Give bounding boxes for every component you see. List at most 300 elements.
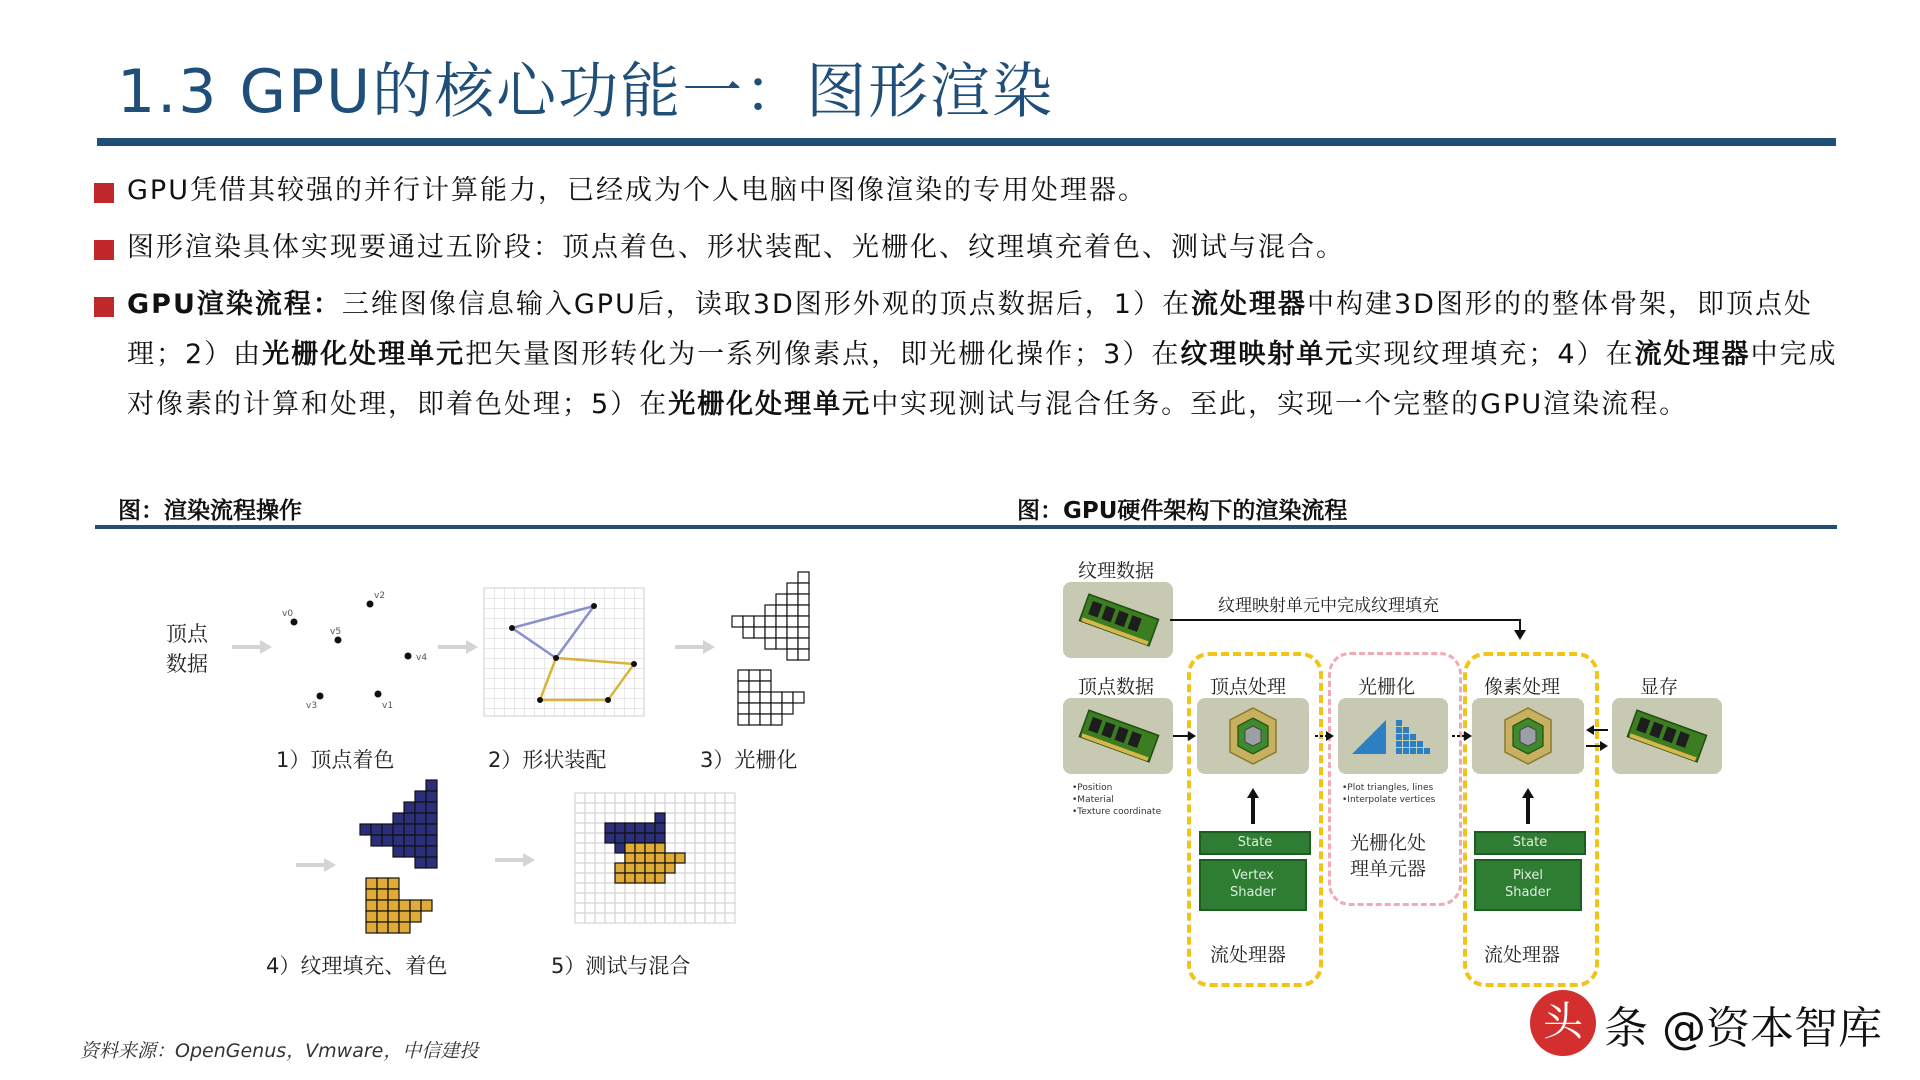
pixel-cell <box>695 903 705 913</box>
pixel-cell <box>371 835 382 846</box>
pixel-process-label: 像素处理 <box>1484 676 1561 698</box>
bullet-3-part-1: 三维图像信息输入GPU后，读取3D图形外观的顶点数据后，1）在 <box>341 289 1191 320</box>
pixel-cell <box>695 793 705 803</box>
pixel-cell <box>415 791 426 802</box>
pixel-cell <box>426 813 437 824</box>
pixel-cell <box>645 913 655 923</box>
up-arrow-icon <box>1521 788 1535 824</box>
pixel-cell <box>685 873 695 883</box>
pixel-cell <box>595 803 605 813</box>
pixel-cell <box>426 846 437 857</box>
pixel-cell <box>725 863 735 873</box>
pixel-cell <box>635 883 645 893</box>
bullet-marker-3 <box>94 297 114 317</box>
pixel-cell <box>615 913 625 923</box>
bullet-3-part-5: 中完成对像素的计算和处理，即着色处理；5）在 <box>127 339 1838 420</box>
pixel-cell <box>715 883 725 893</box>
texture-fill-diagram <box>358 778 448 938</box>
pixel-cell <box>575 833 585 843</box>
pixel-cell <box>765 616 776 627</box>
bullet-3-part-4: 实现纹理填充；4）在 <box>1354 339 1635 370</box>
pixel-cell <box>685 833 695 843</box>
pixel-cell <box>695 823 705 833</box>
pixel-cell <box>675 863 685 873</box>
pixel-cell <box>635 863 645 873</box>
pixel-cell <box>771 692 782 703</box>
pixel-cell <box>743 616 754 627</box>
arrow-icon <box>296 858 336 872</box>
pixel-cell <box>685 913 695 923</box>
pixel-cell <box>625 813 635 823</box>
raster-note: •Interpolate vertices <box>1342 795 1436 805</box>
pixel-cell <box>695 843 705 853</box>
pixel-cell <box>635 913 645 923</box>
pixel-cell <box>371 824 382 835</box>
stream-processor-label-1: 流处理器 <box>1210 944 1287 966</box>
pixel-cell <box>754 616 765 627</box>
pixel-cell <box>635 903 645 913</box>
pixel-cell <box>645 793 655 803</box>
pixel-cell <box>404 846 415 857</box>
raster-note: •Plot triangles, lines <box>1342 783 1434 793</box>
vertex-note: •Material <box>1072 795 1114 805</box>
pixel-cell <box>645 863 655 873</box>
pixel-cell <box>393 835 404 846</box>
pixel-cell <box>705 853 715 863</box>
pixel-cell <box>415 802 426 813</box>
pixel-cell <box>765 627 776 638</box>
pixel-cell <box>404 835 415 846</box>
vertex-data-label-2: 数据 <box>166 652 208 676</box>
pixel-cell <box>605 813 615 823</box>
pixel-cell <box>695 893 705 903</box>
state-box-vertex: State <box>1199 831 1311 855</box>
source-note: 资料来源：OpenGenus，Vmware，中信建投 <box>80 1040 479 1062</box>
memory-module-icon <box>1076 710 1162 762</box>
pixel-cell <box>665 803 675 813</box>
pixel-cell <box>605 883 615 893</box>
pixel-cell <box>655 873 665 883</box>
pixel-cell <box>705 793 715 803</box>
pixel-cell <box>625 903 635 913</box>
pixel-cell <box>625 833 635 843</box>
pixel-cell <box>377 878 388 889</box>
vertex-label-v5: v5 <box>330 627 342 637</box>
pixel-cell <box>685 893 695 903</box>
pixel-cell <box>695 913 705 923</box>
pixel-cell <box>377 911 388 922</box>
pixel-cell <box>585 833 595 843</box>
pixel-cell <box>715 893 725 903</box>
pixel-cell <box>655 813 665 823</box>
pixel-cell <box>705 823 715 833</box>
pixel-cell <box>585 893 595 903</box>
texture-flow-arrow <box>1170 600 1530 640</box>
pixel-cell <box>645 813 655 823</box>
pixel-cell <box>732 616 743 627</box>
pixel-cell <box>645 823 655 833</box>
pixel-cell <box>655 863 665 873</box>
pixel-cell <box>605 853 615 863</box>
pixel-cell <box>675 883 685 893</box>
pixel-shader-box <box>1474 859 1582 911</box>
pixel-cell <box>749 681 760 692</box>
pixel-cell <box>749 714 760 725</box>
pixel-cell <box>585 913 595 923</box>
pixel-cell <box>765 605 776 616</box>
pixel-cell <box>399 900 410 911</box>
pixel-cell <box>749 692 760 703</box>
pixel-cell <box>595 873 605 883</box>
vertex-points-diagram <box>270 590 440 715</box>
step-4-label: 4）纹理填充、着色 <box>266 954 448 978</box>
pixel-cell <box>615 883 625 893</box>
pixel-cell <box>725 873 735 883</box>
pixel-cell <box>635 873 645 883</box>
pixel-cell <box>705 863 715 873</box>
vertex-note: •Texture coordinate <box>1072 807 1162 817</box>
pixel-cell <box>695 873 705 883</box>
pixel-cell <box>749 703 760 714</box>
pixel-cell <box>705 903 715 913</box>
pixel-cell <box>388 911 399 922</box>
pixel-cell <box>585 803 595 813</box>
pixel-cell <box>798 594 809 605</box>
pixel-cell <box>366 900 377 911</box>
pixel-cell <box>366 889 377 900</box>
pixel-cell <box>615 893 625 903</box>
pixel-cell <box>410 911 421 922</box>
bullet-text-2: 图形渲染具体实现要通过五阶段：顶点着色、形状装配、光栅化、纹理填充着色、测试与混合。 <box>127 232 1345 263</box>
vertex-label-v1: v1 <box>382 701 394 711</box>
pixel-cell <box>655 893 665 903</box>
pixel-cell <box>715 863 725 873</box>
pixel-cell <box>695 803 705 813</box>
pixel-cell <box>675 913 685 923</box>
vertex-shader-line-2: Shader <box>1229 885 1277 900</box>
pixel-cell <box>585 813 595 823</box>
pixel-cell <box>787 605 798 616</box>
pixel-cell <box>625 853 635 863</box>
pixel-cell <box>366 911 377 922</box>
watermark-badge: 头 <box>1530 990 1596 1056</box>
pixel-cell <box>695 863 705 873</box>
pixel-cell <box>715 873 725 883</box>
pixel-cell <box>675 853 685 863</box>
arrow-icon <box>675 640 715 654</box>
step-5-label: 5）测试与混合 <box>551 954 691 978</box>
pixel-cell <box>605 873 615 883</box>
pixel-cell <box>725 803 735 813</box>
vertex-data-label-1: 顶点 <box>166 622 208 646</box>
vertex-shader-box <box>1199 859 1307 911</box>
pixel-cell <box>393 824 404 835</box>
caption-divider <box>95 525 1837 529</box>
pixel-cell <box>655 883 665 893</box>
pixel-cell <box>388 889 399 900</box>
pixel-cell <box>675 873 685 883</box>
pixel-cell <box>782 692 793 703</box>
title-divider <box>97 138 1836 146</box>
pixel-cell <box>635 843 645 853</box>
pixel-cell <box>685 813 695 823</box>
pixel-cell <box>595 833 605 843</box>
vertex-point <box>317 693 324 700</box>
pixel-cell <box>715 833 725 843</box>
vertex-process-label: 顶点处理 <box>1210 676 1287 698</box>
pixel-cell <box>798 616 809 627</box>
pixel-cell <box>798 638 809 649</box>
figure-right-caption: 图：GPU硬件架构下的渲染流程 <box>1017 498 1348 524</box>
pixel-cell <box>615 823 625 833</box>
pixel-cell <box>415 846 426 857</box>
pixel-cell <box>655 843 665 853</box>
pixel-cell <box>665 823 675 833</box>
pixel-cell <box>388 900 399 911</box>
pixel-cell <box>575 903 585 913</box>
arrow-icon <box>232 640 272 654</box>
pixel-cell <box>635 793 645 803</box>
pixel-cell <box>705 843 715 853</box>
pixel-cell <box>738 714 749 725</box>
pixel-cell <box>399 922 410 933</box>
pixel-cell <box>635 803 645 813</box>
bullet-3-bold-3: 纹理映射单元 <box>1180 339 1355 370</box>
vertex-notes <box>1072 782 1161 818</box>
pixel-cell <box>749 670 760 681</box>
pipeline-flow-arrows <box>1170 728 1620 758</box>
raster-outline-diagram <box>730 570 820 730</box>
vertex-label-v3: v3 <box>306 701 318 711</box>
pixel-cell <box>625 793 635 803</box>
pixel-cell <box>615 813 625 823</box>
pixel-cell <box>725 813 735 823</box>
pixel-cell <box>393 813 404 824</box>
vertex-label-v4: v4 <box>416 653 428 663</box>
pixel-cell <box>426 857 437 868</box>
pixel-cell <box>776 616 787 627</box>
pixel-cell <box>575 913 585 923</box>
pixel-cell <box>743 627 754 638</box>
pixel-cell <box>595 903 605 913</box>
pixel-cell <box>655 903 665 913</box>
pixel-cell <box>426 824 437 835</box>
pixel-cell <box>575 823 585 833</box>
vertex-shader-line-1: Vertex <box>1232 868 1274 883</box>
pixel-cell <box>705 873 715 883</box>
pixel-cell <box>426 791 437 802</box>
pixel-cell <box>715 793 725 803</box>
pixel-cell <box>675 793 685 803</box>
pixel-cell <box>715 853 725 863</box>
pixel-cell <box>575 813 585 823</box>
arrow-icon <box>495 853 535 867</box>
pixel-cell <box>760 670 771 681</box>
pixel-cell <box>415 857 426 868</box>
pixel-cell <box>615 843 625 853</box>
vertex-point <box>375 691 382 698</box>
pixel-cell <box>399 911 410 922</box>
pixel-cell <box>675 843 685 853</box>
pixel-cell <box>675 823 685 833</box>
pixel-cell <box>585 863 595 873</box>
pixel-cell <box>615 833 625 843</box>
pixel-cell <box>715 803 725 813</box>
pixel-cell <box>798 649 809 660</box>
pixel-cell <box>605 843 615 853</box>
bullet-text-1: GPU凭借其较强的并行计算能力，已经成为个人电脑中图像渲染的专用处理器。 <box>127 175 1147 206</box>
pixel-cell <box>605 803 615 813</box>
pixel-cell <box>595 843 605 853</box>
pixel-cell <box>705 813 715 823</box>
pixel-cell <box>625 803 635 813</box>
pixel-cell <box>415 824 426 835</box>
pixel-cell <box>685 853 695 863</box>
pixel-cell <box>738 670 749 681</box>
pixel-cell <box>776 605 787 616</box>
pixel-cell <box>366 922 377 933</box>
pixel-cell <box>404 813 415 824</box>
pixel-cell <box>595 913 605 923</box>
pixel-cell <box>605 903 615 913</box>
pixel-shader-line-2: Shader <box>1504 885 1552 900</box>
pixel-cell <box>625 913 635 923</box>
pixel-cell <box>665 793 675 803</box>
pixel-cell <box>725 893 735 903</box>
vertex-point <box>367 601 374 608</box>
pixel-cell <box>382 835 393 846</box>
pixel-cell <box>787 616 798 627</box>
pixel-cell <box>645 803 655 813</box>
memory-module-icon <box>1076 594 1162 646</box>
memory-module-icon <box>1624 710 1710 762</box>
pixel-cell <box>615 863 625 873</box>
pixel-cell <box>705 893 715 903</box>
shape-assembly-diagram <box>484 588 644 716</box>
pixel-cell <box>787 638 798 649</box>
texture-mapping-note: 纹理映射单元中完成纹理填充 <box>1218 596 1439 616</box>
pixel-cell <box>771 703 782 714</box>
pixel-cell <box>685 883 695 893</box>
pixel-cell <box>585 883 595 893</box>
raster-unit-label-1: 光栅化处 <box>1350 832 1427 854</box>
pixel-cell <box>410 900 421 911</box>
pixel-cell <box>675 803 685 813</box>
pixel-cell <box>776 627 787 638</box>
pixel-cell <box>685 843 695 853</box>
pixel-cell <box>798 627 809 638</box>
pixel-cell <box>575 853 585 863</box>
pixel-cell <box>765 638 776 649</box>
pixel-cell <box>415 813 426 824</box>
bullet-text-3 <box>127 280 1857 430</box>
pixel-cell <box>665 883 675 893</box>
pixel-cell <box>665 843 675 853</box>
page-title: 1.3 GPU的核心功能一：图形渲染 <box>117 57 1055 127</box>
pixel-cell <box>725 793 735 803</box>
vertex-label-v0: v0 <box>282 609 294 619</box>
pixel-cell <box>798 605 809 616</box>
pixel-cell <box>695 833 705 843</box>
vertex-point <box>335 637 342 644</box>
pixel-cell <box>575 873 585 883</box>
pixel-cell <box>798 572 809 583</box>
pixel-cell <box>685 863 695 873</box>
pixel-cell <box>635 833 645 843</box>
pixel-cell <box>575 893 585 903</box>
pixel-cell <box>655 793 665 803</box>
vertex-point <box>405 653 412 660</box>
pixel-cell <box>426 802 437 813</box>
pixel-cell <box>675 903 685 913</box>
vertex-note: •Position <box>1072 783 1113 793</box>
pixel-cell <box>377 889 388 900</box>
pixel-cell <box>585 853 595 863</box>
pixel-cell <box>705 883 715 893</box>
pixel-cell <box>605 793 615 803</box>
bullet-marker-2 <box>94 240 114 260</box>
raster-label: 光栅化 <box>1358 676 1416 698</box>
pixel-cell <box>404 824 415 835</box>
pixel-cell <box>725 883 735 893</box>
pixel-cell <box>605 863 615 873</box>
pixel-cell <box>655 913 665 923</box>
vertex-data-label: 顶点数据 <box>1078 676 1155 698</box>
pixel-cell <box>787 627 798 638</box>
pixel-cell <box>787 649 798 660</box>
pixel-cell <box>675 813 685 823</box>
pixel-cell <box>715 843 725 853</box>
pixel-cell <box>665 913 675 923</box>
pixel-cell <box>771 714 782 725</box>
pixel-cell <box>585 873 595 883</box>
pixel-cell <box>705 833 715 843</box>
pixel-cell <box>738 703 749 714</box>
pixel-cell <box>705 803 715 813</box>
pixel-cell <box>645 903 655 913</box>
pixel-cell <box>695 853 705 863</box>
pixel-cell <box>625 863 635 873</box>
pixel-cell <box>426 835 437 846</box>
pixel-cell <box>645 873 655 883</box>
bullet-3-bold-4: 流处理器 <box>1634 339 1751 370</box>
pixel-cell <box>388 922 399 933</box>
pixel-cell <box>388 878 399 889</box>
pixel-cell <box>605 823 615 833</box>
pixel-cell <box>615 903 625 913</box>
pixel-cell <box>695 883 705 893</box>
pixel-cell <box>715 903 725 913</box>
pixel-cell <box>760 692 771 703</box>
pixel-cell <box>645 833 655 843</box>
pixel-cell <box>655 823 665 833</box>
watermark-text: 条 @资本智库 <box>1604 1003 1882 1054</box>
pixel-cell <box>738 692 749 703</box>
pixel-cell <box>595 813 605 823</box>
pixel-cell <box>725 913 735 923</box>
vertex-point <box>291 619 298 626</box>
bullet-3-part-6: 中实现测试与混合任务。至此，实现一个完整的GPU渲染流程。 <box>871 389 1689 420</box>
pixel-cell <box>377 922 388 933</box>
pixel-cell <box>360 824 371 835</box>
pixel-cell <box>635 823 645 833</box>
pixel-cell <box>605 833 615 843</box>
pixel-cell <box>366 878 377 889</box>
pixel-cell <box>675 833 685 843</box>
pixel-cell <box>426 780 437 791</box>
pixel-cell <box>1396 720 1402 726</box>
pixel-cell <box>665 853 675 863</box>
